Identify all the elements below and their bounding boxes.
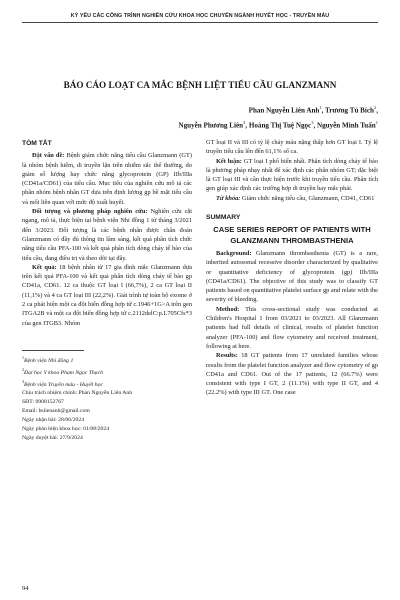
vi-objective-label: Đặt vấn đề: [32,152,65,160]
en-background-paragraph [206,249,378,305]
author-affiliation-mark: 1 [375,119,378,125]
vi-results-text: 18 bệnh nhân từ 17 gia đình mắc Glanzmann dựa trên kết quả PFA-100 và kết quả phân tích dòng chảy tế bào gp CD41a, CD61. 12 ca thuộc GT loại I (66,7%), 2 ca GT loại II (11,1%) và 4 ca GT loại III (22,2%). Giải trình tự toàn bộ exome ở 2 ca phát hiện một ca đột biến đồng hợp tử c.1946+1G>A trên gen ITGA2B và một ca đột biến đồng hợp tử c.2112delC:p.L705Cfs*3 của gen ITGB3. Nhóm [22,263,192,327]
date-accepted: Ngày duyệt bài: 27/9/2024 [22,434,83,441]
author-affiliation-mark: 3 [243,119,246,125]
vi-keywords-text: Giảm chức năng tiểu cầu, Glanzmann, CD41, CD61 [240,194,375,202]
en-summary-heading: SUMMARY [206,214,241,222]
right-column [206,138,378,398]
en-method-paragraph [206,305,378,351]
author-name: Nguyễn Minh Tuấn [317,121,376,130]
vi-conclusion-text: GT loại I phổ biến nhất. Phân tích dòng chảy tế bào là phương pháp nhạy nhất để xác định các phân nhóm GT; đặc biệt là GT loại III và cần thực hiện trước khi truyền tiểu cầu. Phân tích gen giúp xác định các trường hợp di truyền hay mắc phải. [206,157,378,193]
author-line-1 [98,102,378,117]
author-affiliation-mark: 3 [311,119,314,125]
left-column [22,138,192,443]
en-method-text: This cross-sectional study was conducted at Children's Hospital 1 from 03/2021 to 03/2023. All Glanzmann patients had full details of clinical, results of platelet function analyzer (PFA-100) and flow cytometry and received treatment, following at here. [206,305,378,350]
author-affiliation-mark: 2 [373,105,377,110]
page-number: 94 [22,585,29,592]
article-title: BÁO CÁO LOẠT CA MẮC BỆNH LIỆT TIỂU CẦU GLANZMANN [63,80,337,90]
vi-keywords-label: Từ khóa: [216,194,241,202]
author-list [98,102,378,132]
footnote-mark: 3 [22,378,24,384]
corresponding-author: Chịu trách nhiệm chính: Phan Nguyễn Liên Anh [22,390,133,397]
author-name: Nguyễn Phương Liên [178,121,244,130]
en-results-text: 18 GT patients from 17 unrelated families whose results from the platelet function analyzer and flow cytometry of gp CD41a and CD61. Out of the 17 patients, 12 (66.7%) were consistent with type I GT, 2 (11.1%) with type II GT, and 4 (22.2%) with type III GT. One case [206,352,378,397]
en-background-text: Glanzmann thrombasthenia (GT) is a rare, inherited autosomal recessive disorder characterized by qualitative or quantitative deficiency of glycoprotein (gp) IIb/IIIa (CD41a/CD61). The objective of this study was to classify GT patients based on quantitative platelet surface gp and relate with the severity of bleeding. [206,249,378,304]
footnote-affiliation [22,378,192,390]
en-method-label: Method: [216,305,240,313]
footnote-text: Đại học Y khoa Phạm Ngọc Thạch [24,369,103,376]
vi-results-tail-text: GT loại II và III có tỷ lệ chảy máu nặng thấp hơn GT loại I. Tỷ lệ truyền tiểu cầu lên đến 61,1% số ca. [206,139,378,156]
footnote-mark: 2 [22,366,24,372]
footnote-affiliation [22,354,192,366]
vi-methods-label: Đối tượng và phương pháp nghiên cứu: [32,208,148,216]
footnote-gap [22,328,192,346]
author-affiliation-mark: 1 [319,105,322,110]
running-header: KỶ YẾU CÁC CÔNG TRÌNH NGHIÊN CỨU KHOA HỌC CHUYÊN NGÀNH HUYẾT HỌC - TRUYỀN MÁU [70,13,330,19]
footnote-mark: 1 [22,354,24,360]
vi-methods-paragraph [22,207,192,263]
vi-methods-text: Nghiên cứu cắt ngang, mô tả, thực hiện tại bệnh viện Nhi đồng 1 từ tháng 3/2021 đến 3/2023. Đối tượng là các bệnh nhân được chẩn đoán Glanzmann có đầy đủ thông tin lâm sàng, kết quả phân tích chức năng tiểu cầu PFA-100 và kết quả phân tích dòng chảy tế bào của tiểu cầu, đang điều trị và theo dõi tại đây. [22,208,192,262]
date-reviewed: Ngày phản biện khoa học: 01/08/2024 [22,425,110,432]
author-separator: , [245,121,249,130]
date-received: Ngày nhận bài: 28/06/2024 [22,417,85,424]
author-name: Hoàng Thị Tuệ Ngọc [248,121,312,130]
footnote-text: Bệnh viện Nhi đồng 1 [24,357,74,364]
vi-objective-text: Bệnh giảm chức năng tiểu cầu Glanzmann (GT) là nhóm bệnh hiếm, di truyền lặn trên nhiễm sắc thể thường, do giảm số lượng hay chức năng glycoprotein (GP) IIb/IIIa (CD41a/CD61) của tiểu cầu. Mục tiêu của nghiên cứu mô tả các phân nhóm bệnh nhân GT dựa trên định lượng gp bề mặt tiểu cầu và mối liên quan với mức độ xuất huyết. [22,152,192,206]
vi-results-label: Kết quả: [32,263,57,271]
footnotes [22,354,192,443]
author-name: Trương Tú Bích [325,106,374,115]
vi-conclusion-label: Kết luận: [216,157,242,165]
corresponding-phone: SĐT: 0908152767 [22,399,64,406]
vi-results-paragraph [22,263,192,328]
header-rule [22,22,378,23]
footnote-rule [22,350,84,351]
vi-objective-paragraph [22,151,192,207]
author-line-2 [98,117,378,132]
author-separator: , [376,106,378,115]
en-article-title: CASE SERIES REPORT OF PATIENTS WITH GLANZMANN THROMBASTHENIA [213,225,371,245]
vi-results-continued [206,138,378,157]
section-gap [206,203,378,212]
en-background-label: Background: [216,249,252,257]
en-results-label: Results: [216,352,238,360]
footnote-affiliation [22,366,192,378]
author-separator: , [313,121,317,130]
author-name: Phan Nguyễn Liên Anh [248,106,320,115]
corresponding-email: Email: bslienanh@gmail.com [22,408,90,415]
en-results-paragraph [206,351,378,397]
vi-keywords-paragraph [206,194,378,203]
vi-conclusion-paragraph [206,157,378,194]
footnote-text: Bệnh viện Truyền máu - Huyết học [24,381,103,388]
vi-summary-heading: TÓM TẮT [22,140,52,147]
author-separator: , [321,106,326,115]
